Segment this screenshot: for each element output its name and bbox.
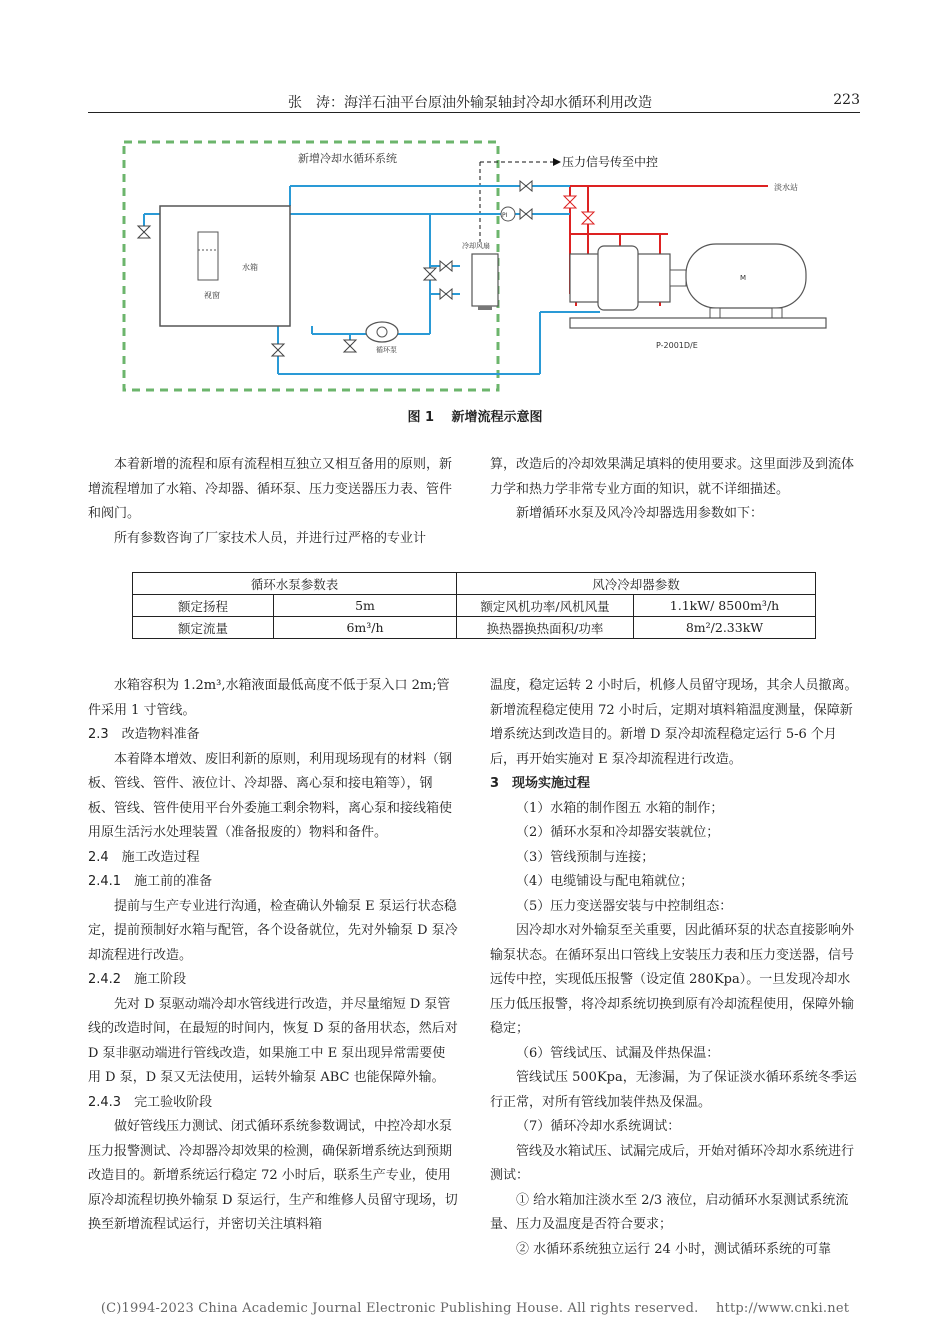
paragraph: 所有参数咨询了厂家技术人员，并进行过严格的专业计: [114, 530, 427, 546]
section-heading: 2.4 施工改造过程: [88, 849, 200, 865]
equipment-tag: P-2001D/E: [656, 341, 698, 350]
section-heading: 2.4.1 施工前的准备: [88, 874, 213, 889]
copyright-footer: (C)1994-2023 China Academic Journal Electronic Publishing House. All rights reserved. http://www.cnki.net: [100, 1301, 850, 1316]
air-cooler: [472, 254, 498, 306]
list-item: （5）压力变送器安装与中控制组态：: [516, 898, 733, 914]
paragraph: 新增循环水泵及风冷冷却器选用参数如下：: [516, 506, 764, 521]
parameter-table: [132, 572, 816, 639]
tank-label: 水箱: [242, 263, 258, 272]
paragraph: 水箱容积为 1.2m³,水箱液面最低高度不低于泵入口 2m;管件采用 1 寸管线。: [88, 678, 450, 718]
list-item: （4）电缆铺设与配电箱就位；: [516, 874, 694, 889]
hot-valve-icon: [564, 196, 594, 224]
paragraph: 做好管线压力测试、闭式循环系统参数调试，中控冷却水泵压力报警测试、冷却器冷却效果的检测，确保新增系统达到预期改造目的。新增系统运行稳定 72 小时后，联系生产专业，使用原冷却流程切换外输泵 D 泵运行，生产和维修人员留守现场，切换至新增流程试运行，并密切关注填料箱: [88, 1119, 458, 1232]
freshwater-label: 淡水站: [774, 183, 798, 192]
cooler-label: 冷却风扇: [462, 242, 490, 250]
signal-label: 压力信号传至中控: [562, 155, 659, 169]
table-header-cell: 风冷冷却器参数: [457, 573, 816, 595]
table-header-cell: 循环水泵参数表: [133, 573, 457, 595]
running-title: 张 涛：海洋石油平台原油外输泵轴封冷却水循环利用改造: [288, 95, 652, 111]
table-cell: 换热器换热面积/功率: [457, 617, 634, 639]
circulation-pump: [366, 322, 398, 342]
section-heading: 2.4.2 施工阶段: [88, 972, 187, 987]
left-top-text: [88, 453, 458, 551]
paragraph: ① 给水箱加注淡水至 2/3 液位，启动循环水泵测试系统流量、压力及温度是否符合要求；: [490, 1192, 849, 1232]
right-top-text: [490, 453, 860, 527]
section-heading: 2.3 改造物料准备: [88, 727, 200, 742]
paragraph: 因冷却水对外输泵至关重要，因此循环泵的状态直接影响外输泵状态。在循环泵出口管线上安装压力表和压力变送器，信号远传中控，实现低压报警（设定值 280Kpa）。一旦发现冷却水压力低压报警，将冷却系统切换到原有冷却流程使用，保障外输稳定；: [490, 923, 855, 1036]
table-cell: 5m: [274, 595, 457, 617]
section-heading: 3 现场实施过程: [490, 776, 591, 791]
table-row: [133, 617, 816, 639]
table-header-row: [133, 573, 816, 595]
table-cell: 8m²/2.33kW: [634, 617, 816, 639]
base-skid: [570, 318, 826, 328]
water-tank: [160, 206, 290, 326]
right-column: [490, 674, 860, 1262]
paragraph: 先对 D 泵驱动端冷却水管线进行改造，并尽量缩短 D 泵管线的改造时间，在最短的时间内，恢复 D 泵的备用状态，然后对 D 泵非驱动端进行管线改造，如果施工中 E 泵出现异常需要使用 D 泵，D 泵又无法使用，运转外输泵 ABC 也能保障外输。: [88, 996, 458, 1085]
table-cell: 额定流量: [133, 617, 274, 639]
list-item: （6）管线试压、试漏及伴热保温：: [516, 1045, 720, 1061]
list-item: （1）水箱的制作图五 水箱的制作；: [516, 800, 724, 816]
table-cell: 额定扬程: [133, 595, 274, 617]
section-heading: 2.4.3 完工验收阶段: [88, 1094, 213, 1110]
paragraph: 算，改造后的冷却效果满足填料的使用要求。这里面涉及到流体力学和热力学非常专业方面的知识，就不详细描述。: [490, 457, 855, 497]
figure-caption: 图 1 新增流程示意图: [407, 410, 543, 425]
paragraph: 本着降本增效、废旧利新的原则，利用现场现有的材料（钢板、管线、管件、液位计、冷却器、离心泵和接电箱等），钢板、管线、管件使用平台外委施工剩余物料，离心泵和接线箱使用原生活污水处理装置（准备报废的）物料和备件。: [88, 751, 453, 840]
paragraph: 管线及水箱试压、试漏完成后，开始对循环冷却水系统进行测试：: [490, 1143, 855, 1183]
pi-label: PI: [502, 212, 508, 219]
paragraph: 本着新增的流程和原有流程相互独立又相互备用的原则，新增流程增加了水箱、冷却器、循环泵、压力变送器压力表、管件和阀门。: [88, 457, 453, 521]
flow-diagram: [100, 134, 840, 398]
motor-label: M: [740, 274, 747, 282]
paragraph: ② 水循环系统独立运行 24 小时，测试循环系统的可靠: [516, 1241, 831, 1257]
table-cell: 6m³/h: [274, 617, 457, 639]
list-item: （2）循环水泵和冷却器安装就位；: [516, 825, 720, 840]
list-item: （3）管线预制与连接；: [516, 849, 655, 865]
table-row: [133, 595, 816, 617]
sight-label: 视窗: [204, 291, 220, 300]
box-label: 新增冷却水循环系统: [298, 152, 397, 165]
table-cell: 额定风机功率/风机风量: [457, 595, 634, 617]
table-cell: 1.1kW/ 8500m³/h: [634, 595, 816, 617]
header-rule: [88, 112, 860, 113]
list-item: （7）循环冷却水系统调试：: [516, 1119, 681, 1134]
left-column: [88, 674, 458, 1238]
paragraph: 管线试压 500Kpa，无渗漏，为了保证淡水循环系统冬季运行正常，对所有管线加装伴热及保温。: [490, 1070, 857, 1110]
pump-label: 循环泵: [376, 346, 397, 354]
paragraph: 温度，稳定运转 2 小时后，机修人员留守现场，其余人员撤离。新增流程稳定使用 72 小时后，定期对填料箱温度测量，保障新增系统达到改造目的。新增 D 泵冷却流程稳定运行 5-6 个月后，再开始实施对 E 泵冷却流程进行改造。: [490, 678, 858, 767]
paragraph: 提前与生产专业进行沟通，检查确认外输泵 E 泵运行状态稳定，提前预制好水箱与配管，各个设备就位，先对外输泵 D 泵冷却流程进行改造。: [88, 898, 458, 963]
page-number: 223: [833, 92, 860, 108]
